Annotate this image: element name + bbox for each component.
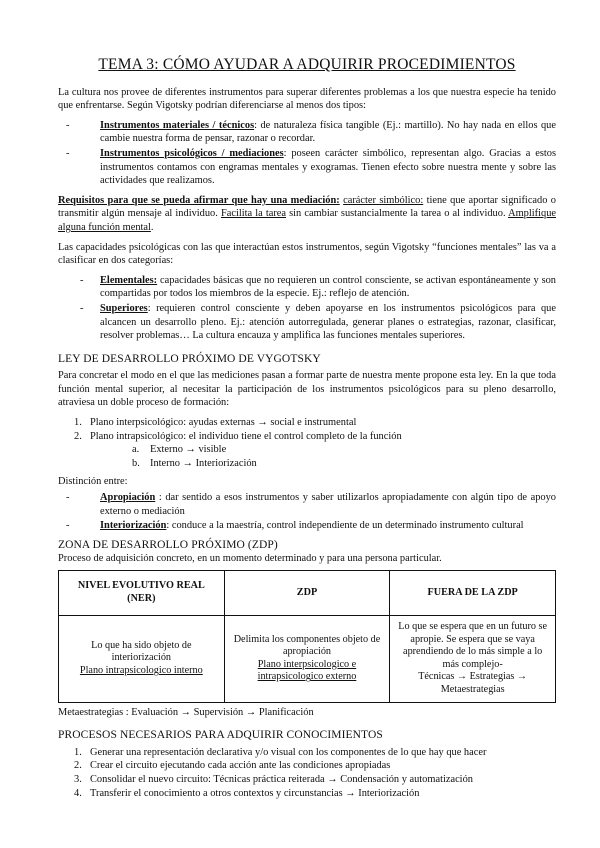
table-row [59,616,556,703]
list-item: 4. Transferir el conocimiento a otros contextos y circunstancias → Interiorización [74,787,420,799]
term: Apropiación [100,492,156,504]
section-heading-ley: LEY DE DESARROLLO PRÓXIMO DE VYGOTSKY [58,352,321,365]
definition: : dar sentido a esos instrumentos y saber utilizarlos apropiadamente con algún tipo de apoyo externo o mediación [100,492,556,517]
tipos-list [58,119,556,188]
definition: : poseen carácter simbólico, representan algo. Gracias a estos instrumentos contamos con engramas mentales y exogramas. Tienen efecto sobre nuestra mente y sobre las actividades que realizamos. [100,147,556,187]
dash-bullet: - [66,119,70,131]
list-item: a. Externo → visible [132,444,227,456]
list-item [58,274,556,301]
list-item [58,519,556,533]
section-heading-zdp: ZONA DE DESARROLLO PRÓXIMO (ZDP) [58,538,278,551]
list-item: 2. Crear el circuito ejecutando cada acción ante las condiciones apropiadas [74,760,391,772]
distincion-label: Distinción entre: [58,476,128,488]
term: Elementales: [100,274,158,286]
term: Superiores [100,302,148,314]
definition: : de naturaleza física tangible (Ej.: martillo). No hay nada en ellos que cambie nuestra forma de pensar, razonar o recordar. [100,119,556,145]
header-ner: NIVEL EVOLUTIVO REAL (NER) [59,571,225,616]
intro-paragraph: La cultura nos provee de diferentes instrumentos para superar diferentes problemas a los que nuestra especie ha tenido que enfrentarse. Según Vigotsky podrían diferenciarse al menos dos tipos: [58,86,556,112]
sub-list [90,443,556,470]
requisito-2: Facilita la tarea [220,208,287,220]
dash-bullet: - [66,492,70,504]
planos-list [58,416,556,470]
ley-paragraph: Para concretar el modo en el que las mediciones pasan a formar parte de nuestra mente propone esta ley. En la que toda función mental superior, al necesitar la participación de los instrumentos psicológicos para su pleno desarrollo, atraviesa un doble proceso de formación: [58,370,556,409]
requisitos-lead: Requisitos para que se pueda afirmar que hay una mediación: [58,194,340,206]
capacidades-list [58,274,556,343]
list-item [58,302,556,343]
definition: capacidades básicas que no requieren un control consciente, se activan espontáneamente y son compartidas por todos los miembros de la especie. Ej.: reflejo de atención. [100,274,556,300]
list-item [58,147,556,188]
dash-bullet: - [80,302,84,314]
list-item: 1. Generar una representación declarativa y/o visual con los componentes de lo que hay que hacer [74,746,487,758]
table-header-row [59,571,556,616]
list-item: b. Interno → Interiorización [132,457,257,469]
header-zdp: ZDP [224,571,390,616]
list-item: 2. Plano intrapsicológico: el individuo tiene el control completo de la función a. Externo → visible b. Interno → Interiorización [58,430,556,471]
list-item: 1. Plano interpsicológico: ayudas externas → social e instrumental [74,417,357,429]
dash-bullet: - [80,274,84,286]
term: Instrumentos materiales / técnicos [100,119,255,131]
definition: : conduce a la maestría, control independiente de un determinado instrumento cultural [166,520,524,532]
section-heading-procesos: PROCESOS NECESARIOS PARA ADQUIRIR CONOCIMIENTOS [58,729,383,742]
cell-zdp: Delimita los componentes objeto de apropiación Plano interpsicologico e intrapsicologico externo [224,616,390,703]
capacidades-intro: Las capacidades psicológicas con las que interactúan estos instrumentos, según Vigotsky “funciones mentales” las va a clasificar en dos categorías: [58,241,556,267]
term: Interiorización [100,520,167,532]
cell-ner: Lo que ha sido objeto de interiorización Plano intrapsicologico interno [59,616,225,703]
requisito-3: Amplifique alguna función mental [58,208,556,233]
definition: : requieren control consciente y deben apoyarse en los instrumentos psicológicos para que alcancen un desarrollo pleno. Ej.: atención autorregulada, generar planes o estrategias, razonar, clasificar, resolver problemas… La cultura encauza y amplifica las funciones mentales superiores. [100,302,556,342]
zdp-paragraph: Proceso de adquisición concreto, en un momento determinado y para una persona particular. [58,553,442,565]
dash-bullet: - [66,520,70,532]
requisito-1: carácter simbólico: [343,194,424,206]
list-item [58,119,556,146]
dash-bullet: - [66,147,70,159]
term: Instrumentos psicológicos / mediaciones [100,147,284,159]
list-item: 3. Consolidar el nuevo circuito: Técnicas práctica reiterada → Condensación y automatización [74,773,473,785]
distincion-list [58,491,556,533]
metaestrategias-line: Metaestrategias : Evaluación → Supervisión → Planificación [58,706,314,718]
header-fuera: FUERA DE LA ZDP [390,571,556,616]
zdp-table [58,570,556,703]
page-title: TEMA 3: CÓMO AYUDAR A ADQUIRIR PROCEDIMIENTOS [98,56,516,73]
list-item [58,491,556,518]
cell-fuera: Lo que se espera que en un futuro se apropie. Se espera que se vaya aprendiendo de lo más simple a lo más complejo- Técnicas → Estrategias → Metaestrategias [390,616,556,703]
procesos-list [58,746,556,800]
requisitos-paragraph: Requisitos para que se pueda afirmar que hay una mediación: carácter simbólico: tiene que aportar significado o transmitir algún mensaje al individuo. Facilita la tarea sin cambiar sustancialmente la tarea o al individuo. Amplifique alguna función mental. [58,194,556,233]
